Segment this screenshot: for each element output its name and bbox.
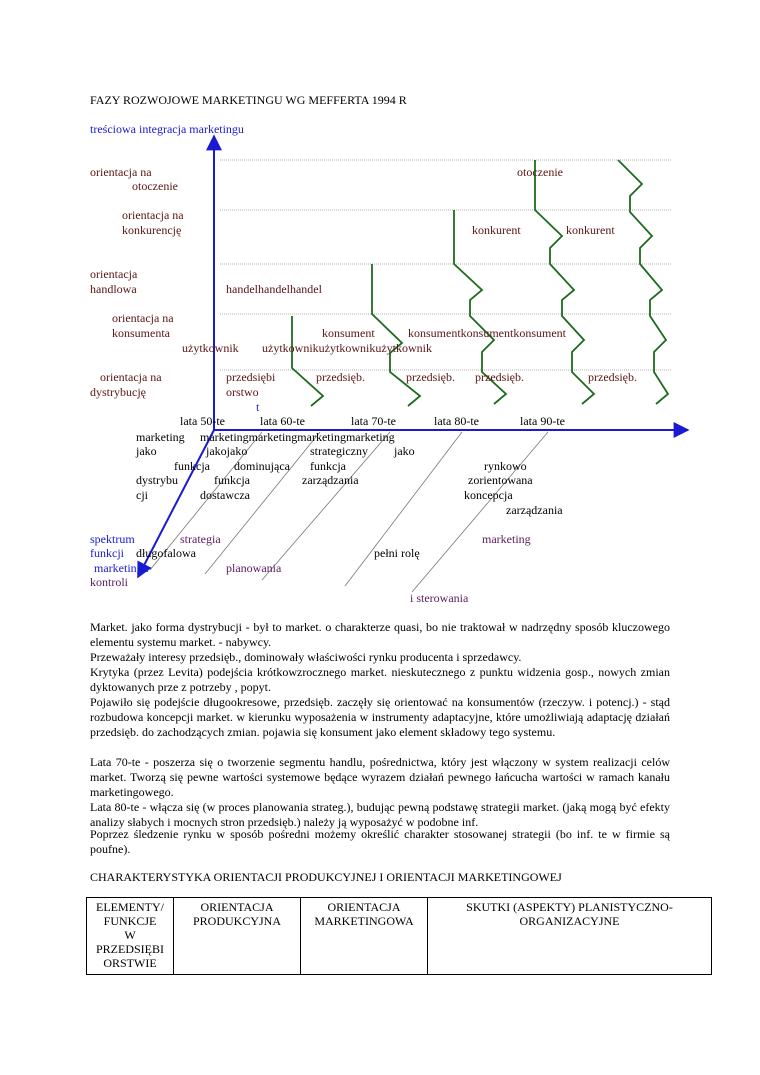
- y-axis-label: treściowa integracja marketingu: [90, 122, 244, 136]
- header-marketingowa-line-2: MARKETINGOWA: [314, 914, 414, 928]
- c1-line-4: dystrybu: [136, 473, 178, 487]
- header-elementy: [87, 898, 174, 975]
- header-elementy-line-1: ELEMENTY/: [96, 900, 164, 914]
- pelni-role: pełni rolę: [374, 546, 420, 560]
- paragraph-7: Poprzez śledzenie rynku w sposób pośredni możemy określić charakter stosowanej strategii (bo inf. te w firmie są poufne).: [90, 827, 670, 856]
- header-produkcyjna-line-2: PRODUKCYJNA: [192, 914, 281, 928]
- c1-line-2: jako: [136, 444, 157, 458]
- section-title: CHARAKTERYSTYKA ORIENTACJI PRODUKCYJNEJ I ORIENTACJI MARKETINGOWEJ: [90, 870, 562, 884]
- otoczenie-item: otoczenie: [517, 165, 563, 179]
- row-konkurencja-label-2: konkurencję: [122, 223, 182, 237]
- header-produkcyjna-line-1: ORIENTACJA: [200, 900, 274, 914]
- spectrum-line-2: funkcji: [90, 546, 124, 560]
- przedsieb-item-1: przedsięb.: [316, 370, 365, 384]
- przedsieb-item-2: przedsięb.: [406, 370, 455, 384]
- row-dystrybucja-label-1: orientacja na: [100, 370, 162, 384]
- c5-line-3: koncepcja: [464, 488, 513, 502]
- konkurent-item-2: konkurent: [566, 223, 615, 237]
- strategia-line-1: strategia: [180, 532, 221, 546]
- decade-70: lata 70-te: [351, 414, 396, 428]
- c1-line-5: cji: [136, 488, 148, 502]
- uzytkownik-items: użytkownikużytkownikużytkownik: [262, 341, 432, 355]
- c2-line-5: dostawcza: [200, 488, 250, 502]
- paragraph-1: Market. jako forma dystrybucji - był to market. o charakterze quasi, bo nie traktował w nadrzędny sposób kluczowego elementu systemu market. - nabywcy.: [90, 620, 670, 649]
- header-skutki-line-2: ORGANIZACYJNE: [519, 914, 620, 928]
- row-handlowa-label-2: handlowa: [90, 282, 137, 296]
- row-dystrybucja-label-2: dystrybucję: [90, 385, 146, 399]
- przedsiebiorstwo-2: orstwo: [226, 385, 259, 399]
- c3-line-1: strategiczny: [310, 444, 368, 458]
- row-handlowa-label-1: orientacja: [90, 267, 138, 281]
- spectrum-marketing: marketing: [482, 532, 531, 546]
- axes: [138, 136, 688, 577]
- konsument-items: konsumentkonsumentkonsument: [408, 326, 566, 340]
- paragraph-6: Lata 80-te - włącza się (w proces planowania strateg.), budując pewną podstawę strategii market. (jaką mogą być efekty analizy słabych i mocnych stron przedsięb.) należy ją wyposażyć w podobne inf.: [90, 800, 670, 829]
- paragraph-2: Przeważały interesy przedsięb., dominowały właściwości rynku producenta i sprzedawcy.: [90, 650, 522, 664]
- c4-line-1: jako: [394, 444, 415, 458]
- header-marketingowa-line-1: ORIENTACJA: [327, 900, 401, 914]
- table-header-row: [87, 898, 712, 975]
- spectrum-line-1: spektrum: [90, 532, 135, 546]
- uzytkownik-item-1: użytkownik: [182, 341, 239, 355]
- c2-line-3: dominująca: [234, 459, 290, 473]
- header-elementy-line-5: ORSTWIE: [103, 956, 157, 970]
- c3-line-2: funkcja: [310, 459, 346, 473]
- paragraph-4: Pojawiło się podejście długookresowe, przedsięb. zaczęły się orientować na konsumentów (rzeczyw. i potencj.) - stąd rozbudowa koncepcji market. w kierunku wyposażenia w instrumenty adaptacyjne, które umożliwiają adaptację działań przedsięb. do zachodzących zmian. pojawia się konsument jako element składowy tego systemu.: [90, 695, 670, 739]
- handel-items: handelhandelhandel: [226, 282, 322, 296]
- page-title: FAZY ROZWOJOWE MARKETINGU WG MEFFERTA 1994 R: [90, 93, 407, 107]
- header-elementy-line-3: W: [124, 928, 136, 942]
- c3-line-3: zarządzania: [302, 473, 359, 487]
- spectrum-line-3: marketingu: [94, 561, 149, 575]
- przedsiebiorstwo-1: przedsiębi: [226, 370, 276, 384]
- header-produkcyjna: [174, 898, 301, 975]
- row-otoczenie-label-1: orientacja na: [90, 165, 152, 179]
- konkurent-item-1: konkurent: [472, 223, 521, 237]
- c2-line-4: funkcja: [214, 473, 250, 487]
- planowania: planowania: [226, 561, 282, 575]
- c1-line-3: funkcja: [174, 459, 210, 473]
- header-elementy-line-2: FUNKCJE: [103, 914, 157, 928]
- row-konkurencja-label-1: orientacja na: [122, 208, 184, 222]
- c5-line-1: rynkowo: [484, 459, 527, 473]
- row-otoczenie-label-2: otoczenie: [132, 179, 178, 193]
- paragraph-3: Krytyka (przez Levita) podejścia krótkowzrocznego market. nieskutecznego z punktu widzenia gosp., nowych zmian dyktowanych prze z potrzeby , popyt.: [90, 665, 670, 694]
- decade-50: lata 50-te: [180, 414, 225, 428]
- c1-line-1: marketing: [136, 430, 185, 444]
- header-elementy-line-4: PRZEDSIĘBI: [95, 942, 164, 956]
- c2-line-1: marketingmarketingmarketingmarketing: [200, 430, 395, 444]
- stray-t: t: [256, 400, 260, 414]
- row-konsumenta-label-1: orientacja na: [112, 311, 174, 325]
- header-marketingowa: [301, 898, 428, 975]
- przedsieb-item-3: przedsięb.: [475, 370, 524, 384]
- decade-80: lata 80-te: [434, 414, 479, 428]
- paragraph-5: Lata 70-te - poszerza się o tworzenie segmentu handlu, pośrednictwa, który jest włączony w system realizacji celów market. Tworzą się pewne wartości systemowe będące wyrazem działań pewnego łańcucha wartości w ramach kanału marketingowego.: [90, 755, 670, 799]
- konsument-item-1: konsument: [322, 326, 375, 340]
- orientation-table: [86, 897, 712, 975]
- c5-line-4: zarządzania: [506, 503, 563, 517]
- decade-60: lata 60-te: [260, 414, 305, 428]
- c2-line-2: jakojako: [206, 444, 248, 458]
- i-sterowania: i sterowania: [410, 591, 469, 605]
- strategia-line-2: długofalowa: [136, 546, 196, 560]
- header-skutki: [428, 898, 712, 975]
- header-skutki-line-1: SKUTKI (ASPEKTY) PLANISTYCZNO-: [466, 900, 673, 914]
- przedsieb-item-4: przedsięb.: [588, 370, 637, 384]
- decade-90: lata 90-te: [520, 414, 565, 428]
- spectrum-line-4: kontroli: [90, 575, 128, 589]
- row-konsumenta-label-2: konsumenta: [112, 326, 170, 340]
- c5-line-2: zorientowana: [468, 473, 533, 487]
